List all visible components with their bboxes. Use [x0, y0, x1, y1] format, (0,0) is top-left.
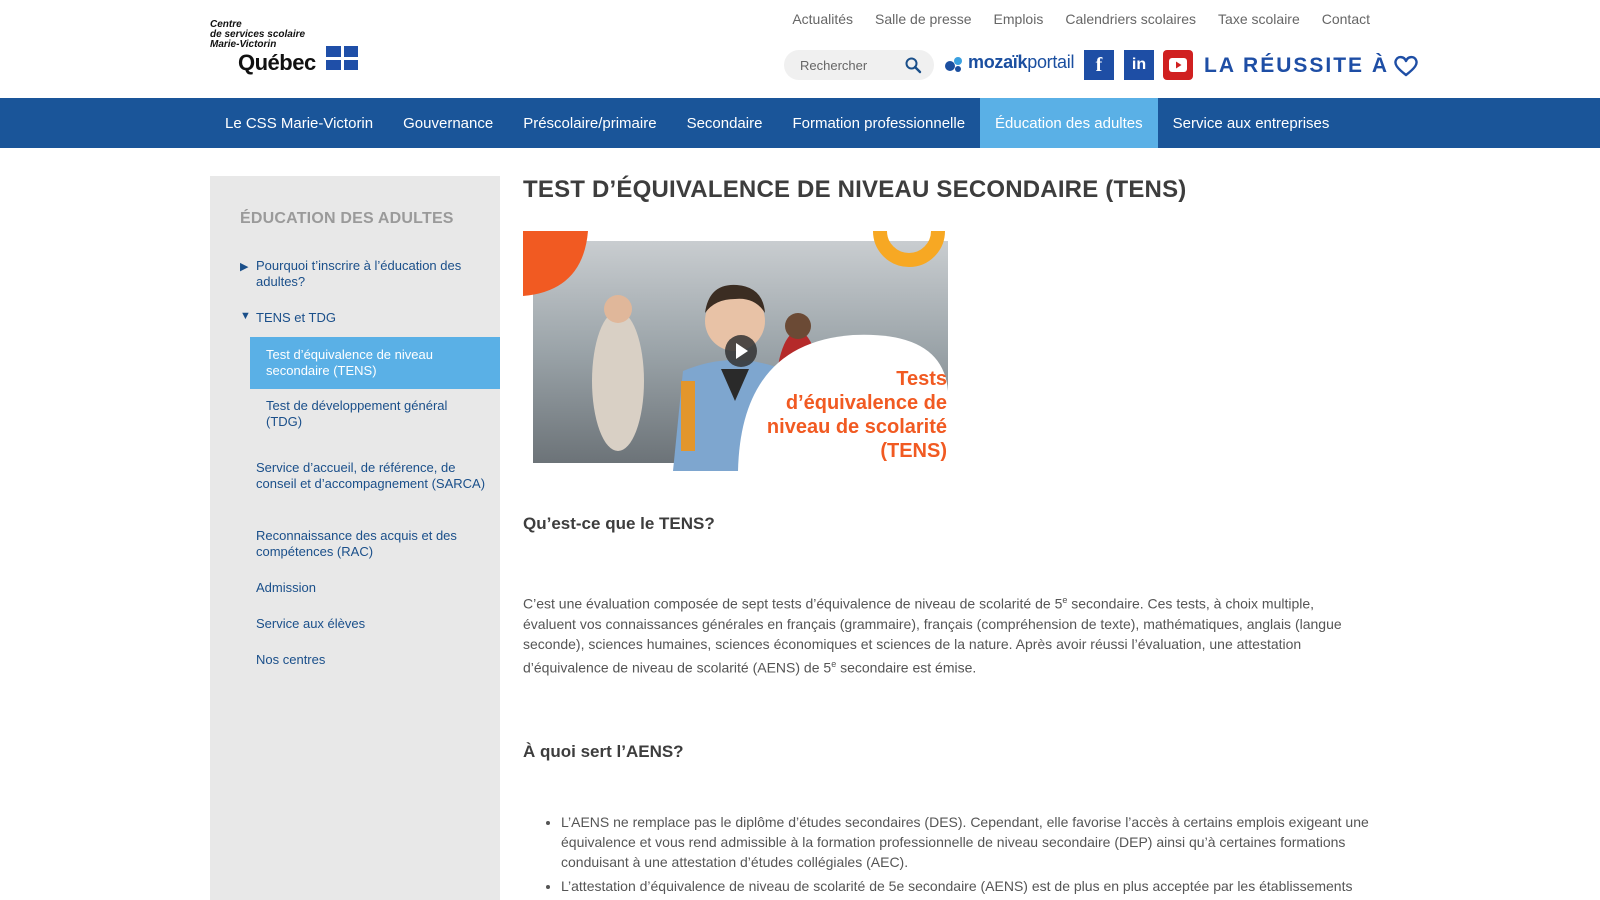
- sidebar-item-tens[interactable]: Test d’équivalence de niveau secondaire (TENS): [266, 347, 433, 378]
- sidebar-item-sarca[interactable]: Service d’accueil, de référence, de conseil et d’accompagnement (SARCA): [256, 460, 486, 491]
- tagline-text: LA RÉUSSITE À: [1204, 54, 1390, 77]
- sidebar-item-service-eleves[interactable]: Service aux élèves: [256, 616, 366, 631]
- triangle-down-icon[interactable]: ▼: [240, 310, 251, 322]
- list-item: • L’attestation d’équivalence de niveau de scolarité de 5e secondaire (AENS) est de plus en plus acceptée par les établissements: [561, 876, 1371, 896]
- mozaik-text: [968, 52, 1074, 73]
- youtube-play-icon: [1169, 58, 1187, 72]
- video-caption-line: (TENS): [880, 440, 947, 462]
- sidebar-item-rac[interactable]: Reconnaissance des acquis et des compétences (RAC): [256, 528, 457, 559]
- page-title: TEST D’ÉQUIVALENCE DE NIVEAU SECONDAIRE (TENS): [523, 176, 1187, 203]
- aens-list: [561, 812, 1371, 900]
- reussite-tagline[interactable]: [1204, 54, 1419, 78]
- mozaik-icon: [944, 53, 964, 73]
- linkedin-icon[interactable]: in: [1124, 50, 1154, 80]
- video-thumbnail[interactable]: [523, 231, 948, 471]
- sidebar-title: ÉDUCATION DES ADULTES: [240, 210, 454, 227]
- heart-icon: [1393, 54, 1419, 78]
- superscript: e: [1062, 595, 1068, 605]
- section-heading-tens: Qu’est-ce que le TENS?: [523, 514, 715, 533]
- paragraph-text: secondaire est émise.: [836, 659, 977, 676]
- nav-item-css[interactable]: Le CSS Marie-Victorin: [225, 114, 374, 132]
- util-link-taxe-scolaire[interactable]: Taxe scolaire: [1218, 11, 1300, 27]
- list-item: • L’AENS ne remplace pas le diplôme d’études secondaires (DES). Cependant, elle favorise l’accès à certains emplois exigeant une équivalence et vous rend admissible à la formation professionnelle de niveau secondaire (DEP) ainsi qu’à certaines formations conduisant à une attestation d’études collégiales (AEC).: [561, 812, 1371, 872]
- logo-line: Centre: [210, 19, 242, 30]
- nav-item-prescolaire[interactable]: Préscolaire/primaire: [523, 114, 657, 132]
- util-link-contact[interactable]: Contact: [1321, 11, 1370, 27]
- logo-quebec: Québec: [238, 50, 316, 75]
- paragraph-text: secondaire. Ces tests, à choix multiple, évaluent vos connaissances générales en français (grammaire), français (compréhension de texte), mathématiques, anglais (langue seconde), sciences humaines, sciences économiques et sciences de la nature. Après avoir réussi l’évaluation, une attestation d’équivalence de niveau de scolarité (AENS) de 5: [523, 595, 1342, 676]
- video-caption-line: Tests: [896, 368, 947, 390]
- quebec-flag-icon: [326, 46, 358, 70]
- mozaik-bold: mozaïk: [968, 52, 1028, 72]
- search-box: [784, 50, 934, 80]
- sidebar-item-nos-centres[interactable]: Nos centres: [256, 652, 326, 667]
- util-link-calendriers[interactable]: Calendriers scolaires: [1065, 11, 1197, 27]
- sidebar-item-tens-tdg[interactable]: TENS et TDG: [256, 310, 336, 325]
- youtube-icon[interactable]: [1163, 50, 1193, 80]
- logo-line: de services scolaire: [210, 29, 306, 40]
- logo-line: Marie-Victorin: [210, 39, 277, 50]
- mozaik-portail-link[interactable]: [944, 52, 1074, 73]
- logo[interactable]: [210, 20, 360, 76]
- search-icon[interactable]: [904, 56, 922, 74]
- superscript: e: [831, 658, 837, 669]
- facebook-icon[interactable]: f: [1084, 50, 1114, 80]
- mozaik-light: portail: [1027, 52, 1075, 72]
- nav-item-entreprises[interactable]: Service aux entreprises: [1172, 114, 1330, 132]
- site-header: [0, 0, 1600, 98]
- section-paragraph-tens: [523, 590, 1353, 677]
- nav-item-education-adultes[interactable]: Éducation des adultes: [980, 98, 1158, 148]
- nav-item-formation-pro[interactable]: Formation professionnelle: [792, 114, 966, 132]
- sidebar: [210, 176, 500, 900]
- util-link-emplois[interactable]: Emplois: [993, 11, 1044, 27]
- main-nav: [0, 98, 1600, 148]
- sidebar-item-admission[interactable]: Admission: [256, 580, 316, 595]
- sidebar-item-tdg[interactable]: Test de développement général (TDG): [266, 398, 448, 429]
- nav-item-secondaire[interactable]: Secondaire: [686, 114, 763, 132]
- video-caption-line: d’équivalence de: [785, 392, 947, 414]
- sidebar-item-pourquoi[interactable]: Pourquoi t’inscrire à l’éducation des adultes?: [256, 258, 462, 289]
- util-link-actualites[interactable]: Actualités: [792, 11, 854, 27]
- util-link-salle-de-presse[interactable]: Salle de presse: [875, 11, 972, 27]
- search-input[interactable]: [784, 58, 894, 73]
- utility-nav: [792, 11, 1370, 27]
- section-heading-aens: À quoi sert l’AENS?: [523, 742, 684, 761]
- video-caption-line: niveau de scolarité: [766, 416, 947, 438]
- paragraph-text: C’est une évaluation composée de sept tests d’équivalence de niveau de scolarité de 5: [523, 595, 1063, 612]
- triangle-right-icon[interactable]: ▶: [240, 261, 249, 273]
- nav-item-gouvernance[interactable]: Gouvernance: [403, 114, 494, 132]
